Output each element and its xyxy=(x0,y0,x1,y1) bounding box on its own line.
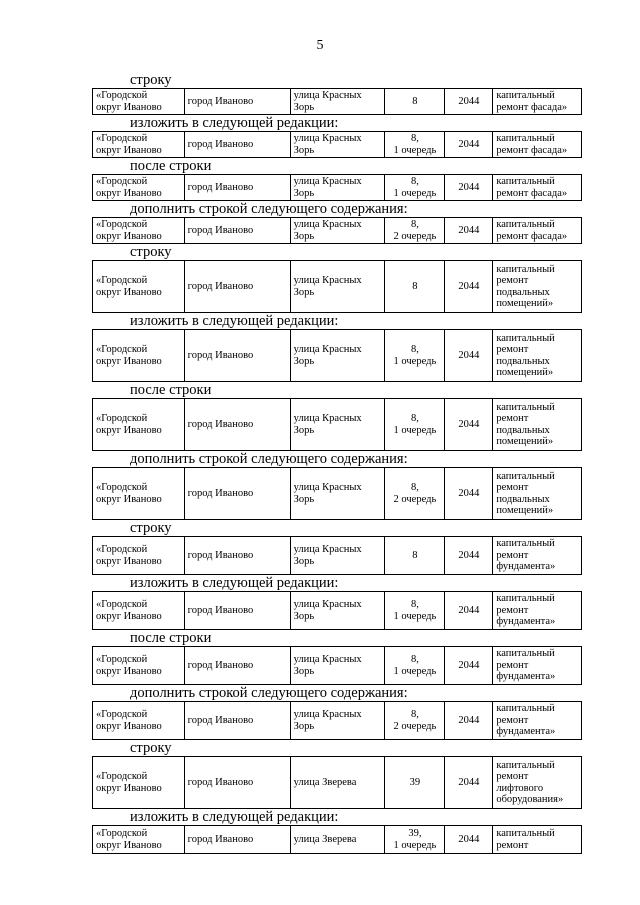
amendment-table-row xyxy=(92,131,582,158)
block-caption: после строки xyxy=(130,382,212,398)
cell-house: 8, 1 очередь xyxy=(385,175,445,201)
cell-work-type: капитальный ремонт xyxy=(493,826,582,854)
cell-street: улица Красных Зорь xyxy=(290,89,385,115)
cell-city: город Иваново xyxy=(184,647,290,685)
cell-municipality: «Городской округ Иваново xyxy=(93,330,185,382)
cell-city: город Иваново xyxy=(184,399,290,451)
amendment-table-row xyxy=(92,646,582,685)
cell-municipality: «Городской округ Иваново xyxy=(93,592,185,630)
cell-work-type: капитальный ремонт подвальных помещений» xyxy=(493,468,582,520)
cell-municipality: «Городской округ Иваново xyxy=(93,218,185,244)
cell-municipality: «Городской округ Иваново xyxy=(93,757,185,809)
block-caption: после строки xyxy=(130,630,212,646)
cell-street: улица Зверева xyxy=(290,757,385,809)
cell-city: город Иваново xyxy=(184,175,290,201)
cell-street: улица Красных Зорь xyxy=(290,537,385,575)
cell-work-type: капитальный ремонт фасада» xyxy=(493,218,582,244)
cell-city: город Иваново xyxy=(184,89,290,115)
cell-house: 8, 1 очередь xyxy=(385,592,445,630)
cell-house: 8, 1 очередь xyxy=(385,399,445,451)
cell-city: город Иваново xyxy=(184,537,290,575)
amendment-table-row xyxy=(92,756,582,809)
block-caption: дополнить строкой следующего содержания: xyxy=(130,201,408,217)
cell-year: 2044 xyxy=(445,261,493,313)
cell-house: 8, 1 очередь xyxy=(385,132,445,158)
cell-municipality: «Городской округ Иваново xyxy=(93,647,185,685)
cell-year: 2044 xyxy=(445,89,493,115)
cell-street: улица Красных Зорь xyxy=(290,261,385,313)
cell-year: 2044 xyxy=(445,218,493,244)
page-number: 5 xyxy=(316,38,324,53)
cell-work-type: капитальный ремонт подвальных помещений» xyxy=(493,330,582,382)
cell-house: 8, 1 очередь xyxy=(385,330,445,382)
cell-street: улица Красных Зорь xyxy=(290,330,385,382)
cell-work-type: капитальный ремонт фундамента» xyxy=(493,537,582,575)
cell-city: город Иваново xyxy=(184,826,290,854)
cell-house: 8, 2 очередь xyxy=(385,702,445,740)
cell-street: улица Зверева xyxy=(290,826,385,854)
cell-municipality: «Городской округ Иваново xyxy=(93,132,185,158)
amendment-table-row xyxy=(92,536,582,575)
amendment-table-row xyxy=(92,88,582,115)
cell-year: 2044 xyxy=(445,399,493,451)
cell-street: улица Красных Зорь xyxy=(290,647,385,685)
amendment-table-row xyxy=(92,217,582,244)
cell-work-type: капитальный ремонт фасада» xyxy=(493,132,582,158)
cell-street: улица Красных Зорь xyxy=(290,218,385,244)
cell-municipality: «Городской округ Иваново xyxy=(93,826,185,854)
cell-city: город Иваново xyxy=(184,330,290,382)
cell-year: 2044 xyxy=(445,132,493,158)
block-caption: после строки xyxy=(130,158,212,174)
cell-year: 2044 xyxy=(445,175,493,201)
amendment-table-row xyxy=(92,329,582,382)
cell-house: 8 xyxy=(385,261,445,313)
cell-city: город Иваново xyxy=(184,592,290,630)
block-caption: строку xyxy=(130,244,172,260)
cell-municipality: «Городской округ Иваново xyxy=(93,537,185,575)
block-caption: изложить в следующей редакции: xyxy=(130,575,339,591)
cell-year: 2044 xyxy=(445,537,493,575)
cell-house: 39, 1 очередь xyxy=(385,826,445,854)
cell-municipality: «Городской округ Иваново xyxy=(93,399,185,451)
amendment-table-row xyxy=(92,398,582,451)
cell-work-type: капитальный ремонт фасада» xyxy=(493,175,582,201)
cell-city: город Иваново xyxy=(184,468,290,520)
block-caption: строку xyxy=(130,520,172,536)
block-caption: дополнить строкой следующего содержания: xyxy=(130,685,408,701)
cell-city: город Иваново xyxy=(184,132,290,158)
cell-year: 2044 xyxy=(445,468,493,520)
amendment-table-row xyxy=(92,260,582,313)
document-body xyxy=(92,72,582,854)
cell-street: улица Красных Зорь xyxy=(290,702,385,740)
block-caption: изложить в следующей редакции: xyxy=(130,115,339,131)
amendment-table-row xyxy=(92,825,582,854)
cell-municipality: «Городской округ Иваново xyxy=(93,89,185,115)
cell-year: 2044 xyxy=(445,826,493,854)
cell-city: город Иваново xyxy=(184,702,290,740)
amendment-table-row xyxy=(92,591,582,630)
cell-work-type: капитальный ремонт фасада» xyxy=(493,89,582,115)
cell-house: 8, 2 очередь xyxy=(385,218,445,244)
cell-municipality: «Городской округ Иваново xyxy=(93,468,185,520)
block-caption: дополнить строкой следующего содержания: xyxy=(130,451,408,467)
cell-house: 8 xyxy=(385,89,445,115)
cell-street: улица Красных Зорь xyxy=(290,592,385,630)
cell-work-type: капитальный ремонт подвальных помещений» xyxy=(493,399,582,451)
cell-city: город Иваново xyxy=(184,218,290,244)
cell-work-type: капитальный ремонт фундамента» xyxy=(493,647,582,685)
cell-street: улица Красных Зорь xyxy=(290,132,385,158)
cell-city: город Иваново xyxy=(184,757,290,809)
cell-work-type: капитальный ремонт фундамента» xyxy=(493,592,582,630)
amendment-table-row xyxy=(92,467,582,520)
cell-year: 2044 xyxy=(445,702,493,740)
block-caption: изложить в следующей редакции: xyxy=(130,313,339,329)
cell-city: город Иваново xyxy=(184,261,290,313)
cell-municipality: «Городской округ Иваново xyxy=(93,175,185,201)
cell-year: 2044 xyxy=(445,757,493,809)
cell-municipality: «Городской округ Иваново xyxy=(93,702,185,740)
cell-house: 8, 2 очередь xyxy=(385,468,445,520)
cell-street: улица Красных Зорь xyxy=(290,399,385,451)
cell-house: 8 xyxy=(385,537,445,575)
cell-work-type: капитальный ремонт подвальных помещений» xyxy=(493,261,582,313)
cell-house: 8, 1 очередь xyxy=(385,647,445,685)
block-caption: строку xyxy=(130,740,172,756)
cell-street: улица Красных Зорь xyxy=(290,175,385,201)
block-caption: изложить в следующей редакции: xyxy=(130,809,339,825)
block-caption: строку xyxy=(130,72,172,88)
amendment-table-row xyxy=(92,701,582,740)
cell-work-type: капитальный ремонт лифтового оборудования» xyxy=(493,757,582,809)
cell-street: улица Красных Зорь xyxy=(290,468,385,520)
cell-house: 39 xyxy=(385,757,445,809)
cell-work-type: капитальный ремонт фундамента» xyxy=(493,702,582,740)
cell-municipality: «Городской округ Иваново xyxy=(93,261,185,313)
cell-year: 2044 xyxy=(445,592,493,630)
cell-year: 2044 xyxy=(445,647,493,685)
cell-year: 2044 xyxy=(445,330,493,382)
amendment-table-row xyxy=(92,174,582,201)
